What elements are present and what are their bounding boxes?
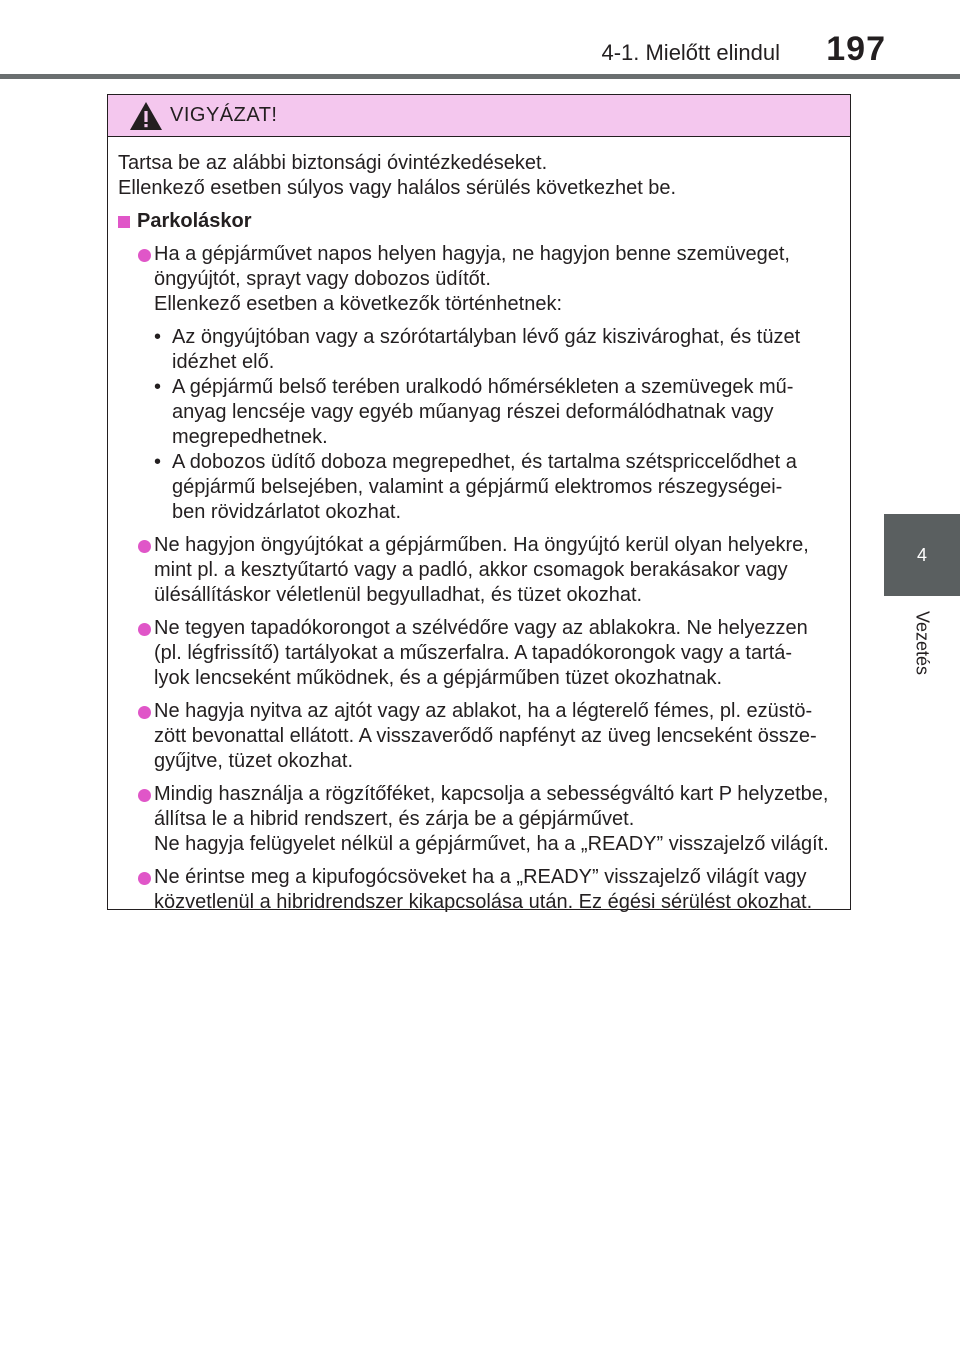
warning-header bbox=[108, 95, 850, 137]
square-bullet-icon bbox=[118, 216, 130, 228]
item-line: (pl. légfrissítő) tartályokat a műszerfalra. A tapadókorongok vagy a tartá- bbox=[154, 642, 793, 664]
list-item bbox=[118, 242, 840, 525]
section-heading-text: Parkoláskor bbox=[137, 210, 252, 232]
item-line: zött bevonattal ellátott. A visszaverődő napfényt az üveg lencseként össze- bbox=[154, 725, 817, 747]
page-number: 197 bbox=[826, 30, 886, 68]
warning-box bbox=[107, 94, 851, 913]
item-line: állítsa le a hibrid rendszert, és zárja be a gépjárművet. bbox=[154, 808, 635, 830]
sub-item-line: anyag lencséje vagy egyéb műanyag részei deformálódhatnak vagy bbox=[172, 401, 774, 423]
sub-item-line: A dobozos üdítő doboza megrepedhet, és tartalma szétspriccelődhet a bbox=[172, 451, 797, 473]
list-item bbox=[118, 699, 840, 774]
warning-title: VIGYÁZAT! bbox=[170, 104, 278, 126]
sub-list-item bbox=[154, 325, 828, 375]
sub-item-line: idézhet elő. bbox=[172, 351, 275, 373]
item-line: öngyújtót, sprayt vagy dobozos üdítőt. bbox=[154, 268, 491, 290]
sub-list-item bbox=[154, 450, 828, 525]
item-line: Mindig használja a rögzítőféket, kapcsolja a sebességváltó kart P helyzetbe, bbox=[154, 783, 829, 805]
section-heading bbox=[118, 209, 840, 234]
list-item bbox=[118, 782, 840, 857]
bullet-dot-icon bbox=[138, 623, 151, 636]
intro-line: Tartsa be az alábbi biztonsági óvintézkedéseket. bbox=[118, 152, 548, 174]
sub-item-line: Az öngyújtóban vagy a szórótartályban lévő gáz kiszivároghat, és tüzet bbox=[172, 326, 801, 348]
chapter-label: Vezetés bbox=[912, 610, 933, 676]
item-line: közvetlenül a hibridrendszer kikapcsolása után. Ez égési sérülést okozhat. bbox=[154, 891, 813, 913]
sub-list-item bbox=[154, 375, 828, 450]
small-bullet-icon: • bbox=[154, 451, 162, 473]
item-line: Ha a gépjárművet napos helyen hagyja, ne hagyjon benne szemüveget, bbox=[154, 243, 790, 265]
item-line: gyűjtve, tüzet okozhat. bbox=[154, 750, 354, 772]
section-title: 4-1. Mielőtt elindul bbox=[601, 40, 780, 65]
bullet-dot-icon bbox=[138, 789, 151, 802]
sub-item-line: gépjármű belsejében, valamint a gépjármű elektromos részegységei- bbox=[172, 476, 783, 498]
small-bullet-icon: • bbox=[154, 326, 162, 348]
item-line: ülésállításkor véletlenül begyulladhat, és tüzet okozhat. bbox=[154, 584, 643, 606]
chapter-number: 4 bbox=[916, 544, 927, 565]
item-line: mint pl. a kesztyűtartó vagy a padló, akkor csomagok berakásakor vagy bbox=[154, 559, 788, 581]
bullet-dot-icon bbox=[138, 540, 151, 553]
sub-item-line: ben rövidzárlatot okozhat. bbox=[172, 501, 402, 523]
chapter-tab bbox=[884, 514, 960, 596]
item-line: Ne érintse meg a kipufogócsöveket ha a „READY” visszajelző világít vagy bbox=[154, 866, 807, 888]
sub-list bbox=[154, 325, 840, 525]
warning-intro bbox=[118, 151, 840, 201]
sub-item-line: A gépjármű belső terében uralkodó hőmérsékleten a szemüvegek mű- bbox=[172, 376, 794, 398]
small-bullet-icon: • bbox=[154, 376, 162, 398]
bullet-dot-icon bbox=[138, 249, 151, 262]
list-item bbox=[118, 533, 840, 608]
warning-body bbox=[108, 137, 850, 915]
list-item bbox=[118, 616, 840, 691]
item-line: Ne tegyen tapadókorongot a szélvédőre vagy az ablakokra. Ne helyezzen bbox=[154, 617, 808, 639]
warning-triangle-icon bbox=[128, 100, 164, 132]
sub-item-line: megrepedhetnek. bbox=[172, 426, 328, 448]
intro-line: Ellenkező esetben súlyos vagy halálos sérülés következhet be. bbox=[118, 177, 677, 199]
bullet-dot-icon bbox=[138, 872, 151, 885]
list-item bbox=[118, 865, 840, 915]
chapter-label-container bbox=[884, 598, 960, 688]
header-rule bbox=[0, 74, 960, 79]
item-line: lyok lencseként működnek, és a gépjárműben tüzet okozhatnak. bbox=[154, 667, 723, 689]
item-line: Ne hagyja nyitva az ajtót vagy az ablakot, ha a légterelő fémes, pl. ezüstö- bbox=[154, 700, 813, 722]
item-line: Ne hagyjon öngyújtókat a gépjárműben. Ha öngyújtó kerül olyan helyekre, bbox=[154, 534, 809, 556]
bullet-dot-icon bbox=[138, 706, 151, 719]
item-line: Ne hagyja felügyelet nélkül a gépjárművet, ha a „READY” visszajelző világít. bbox=[154, 833, 829, 855]
item-line: Ellenkező esetben a következők történhetnek: bbox=[154, 293, 563, 315]
